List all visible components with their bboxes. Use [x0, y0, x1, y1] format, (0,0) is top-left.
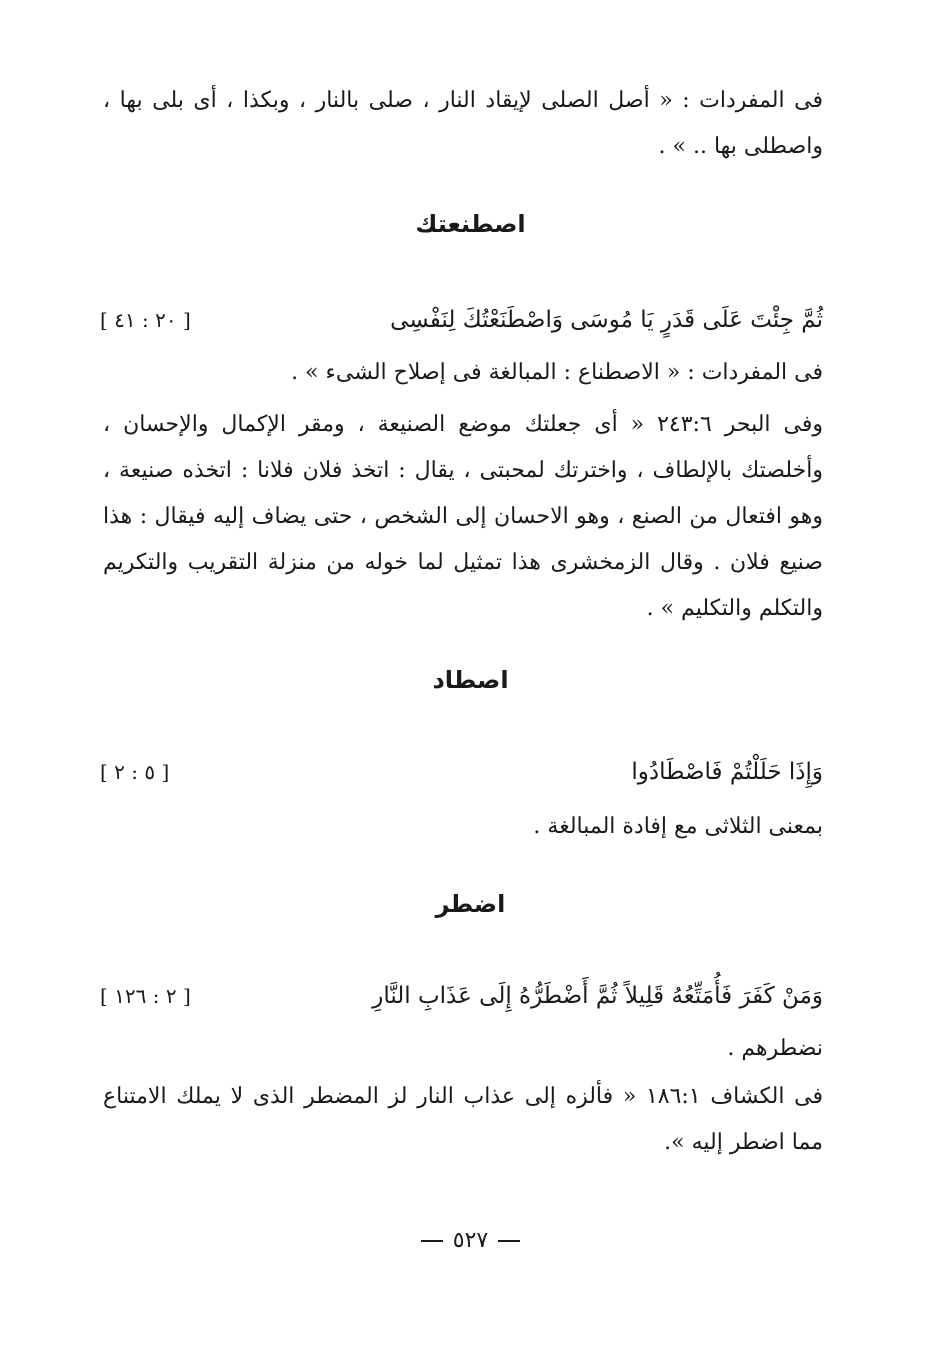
verse-line-2: [100, 752, 823, 792]
paragraph-mufradat-sala: فى المفردات : « أصل الصلى لإيقاد النار ، صلى بالنار ، وبكذا ، أى بلى بها ، واصطلى بها .. » .: [103, 88, 823, 159]
verse-text-3: وَمَنْ كَفَرَ فَأُمَتِّعُهُ قَلِيلاً ثُمَّ أَضْطَرُّهُ إِلَى عَذَابِ النَّارِ: [372, 983, 823, 1009]
verse-reference-2: [ ٥ : ٢ ]: [100, 760, 170, 784]
paragraph-mufradat-istinaa: فى المفردات : « الاصطناع : المبالغة فى إصلاح الشىء » .: [291, 360, 823, 385]
verse-line-1: [100, 300, 823, 340]
heading-idtarra: اضطر: [435, 890, 506, 918]
heading-istad: اصطاد: [432, 666, 509, 694]
paragraph-nadtarruhum: نضطرهم .: [727, 1036, 823, 1061]
right-dash: [421, 1240, 443, 1242]
paragraph-kashshaf-commentary: فى الكشاف ١٨٦:١ « فألزه إلى عذاب النار لز المضطر الذى لا يملك الامتناع مما اضطر إليه ».: [103, 1084, 823, 1155]
verse-text-2: وَإِذَا حَلَلْتُمْ فَاصْطَادُوا: [631, 759, 823, 785]
heading-istanaatuk: اصطنعتك: [415, 210, 526, 238]
paragraph-thulathi-meaning: بمعنى الثلاثى مع إفادة المبالغة .: [533, 814, 823, 839]
verse-reference-1: [ ٢٠ : ٤١ ]: [100, 308, 191, 332]
left-dash: [498, 1240, 520, 1242]
page-number: ٥٢٧: [452, 1228, 489, 1253]
page-number-footer: [0, 1228, 941, 1253]
verse-line-3: [100, 976, 823, 1016]
verse-text-1: ثُمَّ جِئْتَ عَلَى قَدَرٍ يَا مُوسَى وَاصْطَنَعْتُكَ لِنَفْسِى: [390, 307, 823, 333]
paragraph-bahr-commentary: وفى البحر ٢٤٣:٦ « أى جعلتك موضع الصنيعة ، ومقر الإكمال والإحسان ، وأخلصتك بالإلطاف ، واخترتك لمحبتى ، يقال : اتخذ فلان فلانا : اتخذه صنيعة ، وهو افتعال من الصنع ، وهو الاحسان إلى الشخص ، حتى يضاف إليه فيقال : هذا صنيع فلان . وقال الزمخشرى هذا تمثيل لما خوله من منزلة التقريب والتكريم والتكلم والتكليم » .: [103, 412, 823, 621]
verse-reference-3: [ ٢ : ١٢٦ ]: [100, 984, 191, 1008]
